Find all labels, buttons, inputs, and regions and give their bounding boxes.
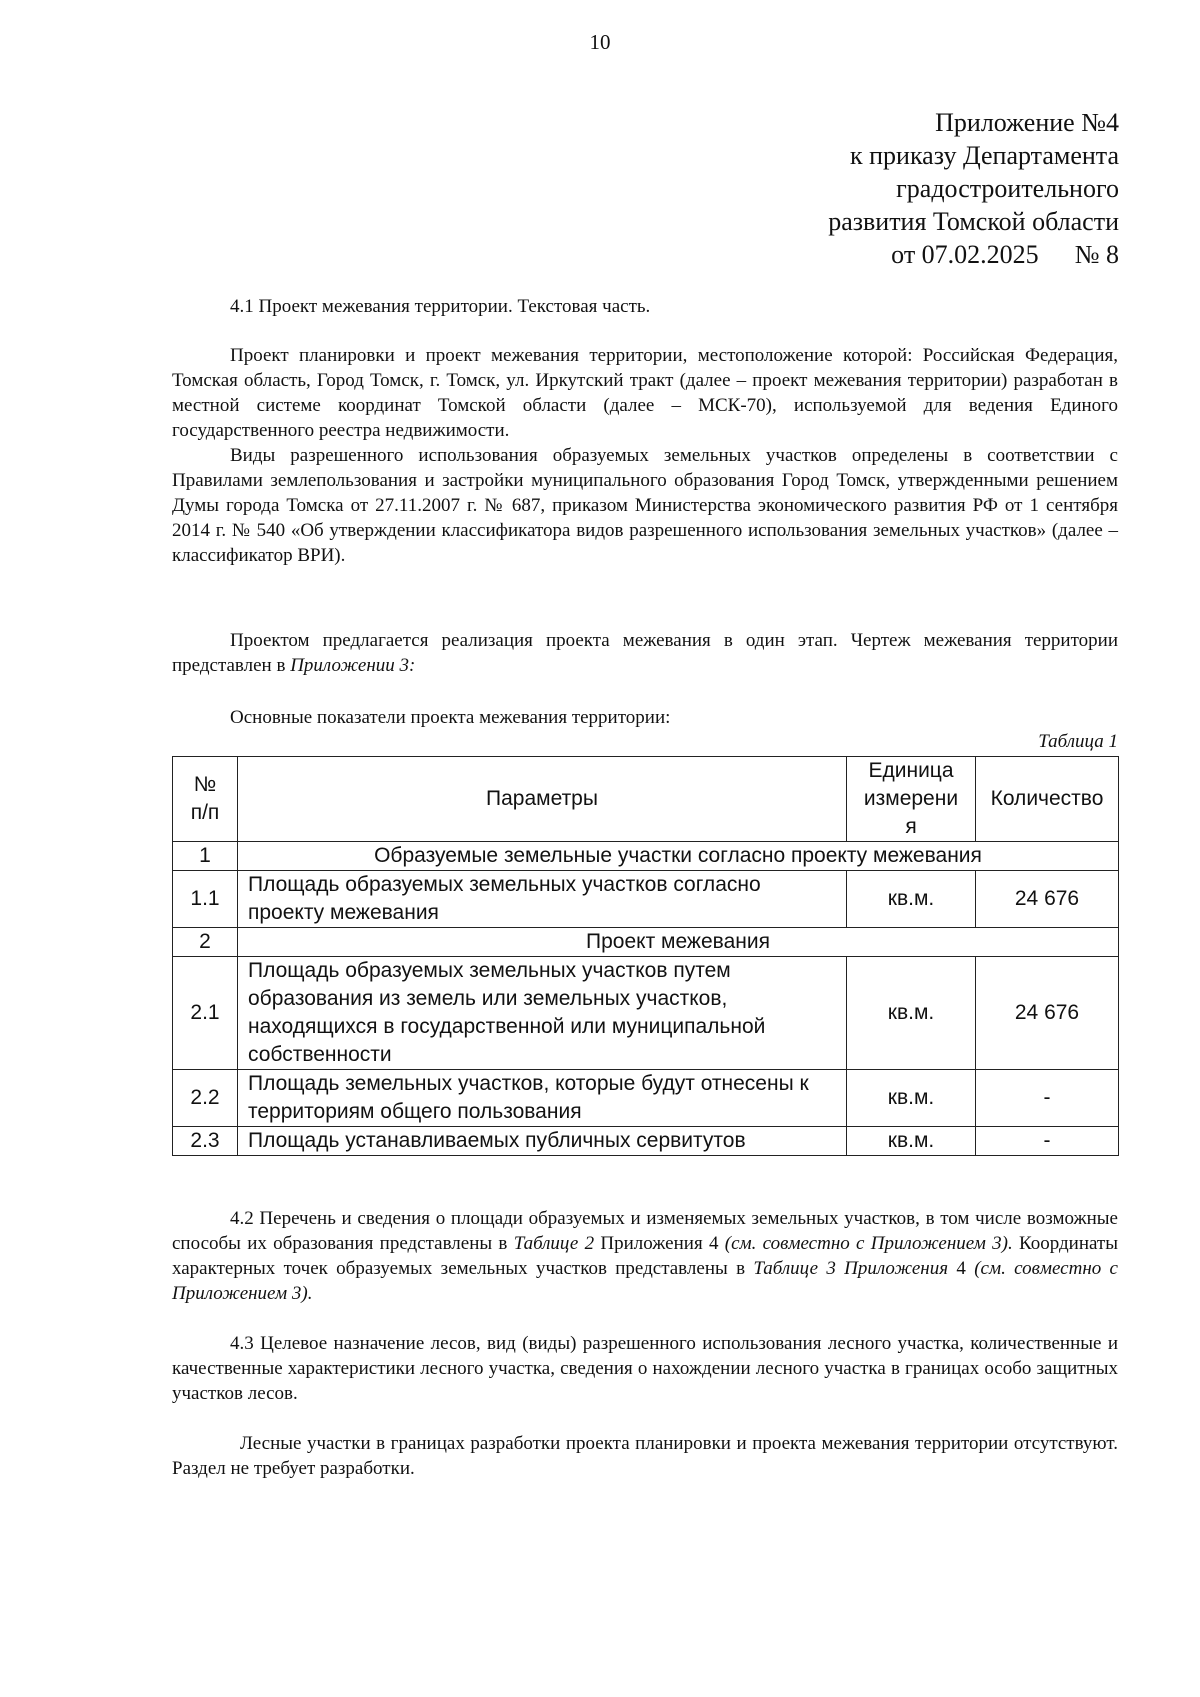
row-param: Площадь устанавливаемых публичных сервитутов <box>238 1127 847 1156</box>
row-num: 2 <box>173 928 238 957</box>
row-param: Площадь земельных участков, которые будут отнесены к территориям общего пользования <box>238 1070 847 1127</box>
table-header-row <box>173 757 1119 842</box>
row-num: 2.1 <box>173 957 238 1070</box>
paragraph-forest: Лесные участки в границах разработки проекта планировки и проекта межевания территории отсутствуют. Раздел не требует разработки. <box>172 1433 1118 1479</box>
section-title <box>172 294 1118 319</box>
order-date: от 07.02.2025 <box>891 240 1039 269</box>
table-3-reference: Таблице 3 Приложения <box>753 1258 949 1279</box>
appendix-3-reference: (см. совместно с Приложением 3). <box>172 1258 1118 1304</box>
table-row <box>173 957 1119 1070</box>
header-unit: Единица измерени я <box>847 757 976 842</box>
appendix-header <box>828 106 1119 271</box>
section-4-1-title: 4.1 Проект межевания территории. Текстовая часть. <box>230 296 651 317</box>
table-row <box>173 1070 1119 1127</box>
appendix-3-reference: (см. совместно с Приложением 3). <box>724 1233 1013 1254</box>
appendix-3-reference: Приложении 3: <box>290 655 416 676</box>
table-intro-block <box>172 705 1118 730</box>
appendix-region-line: развития Томской области <box>828 207 1119 236</box>
header-param: Параметры <box>238 757 847 842</box>
appendix-date-line <box>828 238 1119 271</box>
paragraph-permitted-use: Виды разрешенного использования образуемых земельных участков определены в соответствии с Правилами землепользования и застройки муниципального образования Город Томск, утвержденными решением Думы города Томска от 27.11.2007 г. № 687, приказом Министерства экономического развития РФ от 1 сентября 2014 г. № 540 «Об утверждении классификатора видов разрешенного использования земельных участков» (далее – классификатор ВРИ). <box>172 445 1118 566</box>
table-intro: Основные показатели проекта межевания территории: <box>230 707 671 728</box>
row-num: 2.2 <box>173 1070 238 1127</box>
row-unit: кв.м. <box>847 871 976 928</box>
paragraph-4-2 <box>172 1206 1118 1306</box>
text-run: Координаты характерных точек образуемых земельных участков представлены в <box>172 1233 1119 1279</box>
appendix-order-line: к приказу Департамента <box>849 141 1119 170</box>
row-num: 2.3 <box>173 1127 238 1156</box>
row-qty: 24 676 <box>976 871 1119 928</box>
forest-block <box>172 1431 1118 1481</box>
header-qty: Количество <box>976 757 1119 842</box>
row-param: Площадь образуемых земельных участков путем образования из земель или земельных участков, находящихся в государственной или муниципальной собственности <box>238 957 847 1070</box>
section-heading: Проект межевания <box>238 928 1119 957</box>
row-unit: кв.м. <box>847 957 976 1070</box>
table-caption: Таблица 1 <box>1038 731 1118 752</box>
row-num: 1.1 <box>173 871 238 928</box>
stage-block <box>172 628 1118 678</box>
paragraph-stage <box>172 628 1118 678</box>
text-run: 4.2 Перечень и сведения о площади образуемых и изменяемых земельных участков, в том числе возможные способы их образования представлены в <box>172 1208 1118 1254</box>
table-row <box>173 928 1119 957</box>
table-row <box>173 842 1119 871</box>
row-qty: - <box>976 1127 1119 1156</box>
paragraph-location: Проект планировки и проект межевания территории, местоположение которой: Российская Федерация, Томская область, Город Томск, г. Томск, ул. Иркутский тракт (далее – проект межевания территории) разработан в местной системе координат Томской области (далее – МСК-70), используемой для ведения Единого государственного реестра недвижимости. <box>172 345 1118 441</box>
row-unit: кв.м. <box>847 1070 976 1127</box>
section-heading: Образуемые земельные участки согласно проекту межевания <box>238 842 1119 871</box>
intro-block <box>172 343 1118 568</box>
table-row <box>173 1127 1119 1156</box>
appendix-title: Приложение №4 <box>935 108 1119 137</box>
paragraph-4-3: 4.3 Целевое назначение лесов, вид (виды) разрешенного использования лесного участка, количественные и качественные характеристики лесного участка, сведения о нахождении лесного участка в границах особо защитных участков лесов. <box>172 1333 1118 1404</box>
appendix-department-line: градостроительного <box>896 174 1119 203</box>
paragraph-stage-text: Проектом предлагается реализация проекта межевания в один этап. Чертеж межевания территории представлен в <box>172 630 1118 676</box>
text-run: 4 <box>948 1258 975 1279</box>
text-run: Приложения 4 <box>594 1233 725 1254</box>
order-number: № 8 <box>1074 240 1119 269</box>
row-qty: 24 676 <box>976 957 1119 1070</box>
section-4-3-block <box>172 1331 1118 1406</box>
table-2-reference: Таблице 2 <box>513 1233 595 1254</box>
row-qty: - <box>976 1070 1119 1127</box>
parameters-table <box>172 756 1119 1156</box>
row-unit: кв.м. <box>847 1127 976 1156</box>
row-num: 1 <box>173 842 238 871</box>
row-param: Площадь образуемых земельных участков согласно проекту межевания <box>238 871 847 928</box>
section-4-2-block <box>172 1206 1118 1306</box>
header-num: № п/п <box>173 757 238 842</box>
page-number: 10 <box>589 30 611 54</box>
table-row <box>173 871 1119 928</box>
